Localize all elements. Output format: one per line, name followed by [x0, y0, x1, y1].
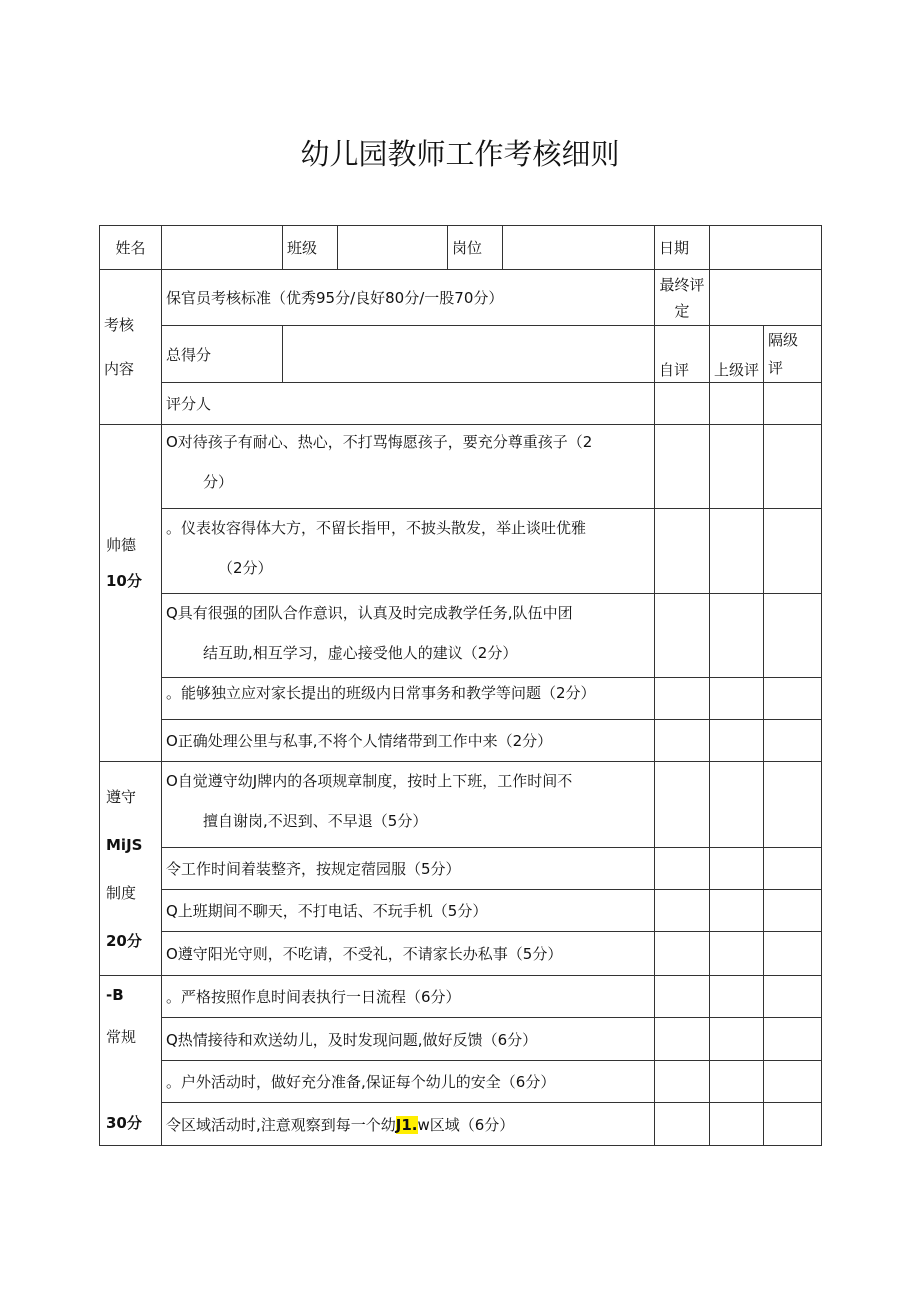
section-label-line: 制度	[106, 883, 137, 902]
item-line: Q具有很强的团队合作意识，认真及时完成教学任务,队伍中团	[166, 604, 573, 622]
header-row	[100, 226, 822, 270]
item-row	[100, 594, 822, 678]
final-label-line: 定	[674, 301, 690, 320]
superior-score-cell[interactable]	[710, 678, 764, 720]
item-text: 。能够独立应对家长提出的班级内日常事务和教学等问题（2分）	[162, 678, 655, 720]
ge-score-cell[interactable]	[764, 976, 822, 1018]
item-line: O对待孩子有耐心、热心，不打骂悔愿孩子，要充分尊重孩子（2	[166, 433, 593, 451]
superior-score-cell[interactable]	[710, 594, 764, 678]
superior-score-cell[interactable]	[710, 425, 764, 509]
item-line: （2分）	[218, 559, 273, 577]
final-label-line: 最终评	[659, 275, 705, 294]
superior-score-cell[interactable]	[710, 762, 764, 848]
ge-eval-line: 评	[768, 359, 784, 377]
item-line: 结互助,相互学习，虚心接受他人的建议（2分）	[203, 644, 518, 662]
scorer-ge-cell[interactable]	[764, 383, 822, 425]
scorer-self-cell[interactable]	[655, 383, 710, 425]
section-label-line: -B	[106, 986, 124, 1004]
ge-score-cell[interactable]	[764, 762, 822, 848]
item-row	[100, 932, 822, 976]
item-text	[162, 1103, 655, 1146]
post-value-cell[interactable]	[503, 226, 655, 270]
item-row	[100, 1103, 822, 1146]
superior-score-cell[interactable]	[710, 976, 764, 1018]
highlighted-text: J1.	[395, 1115, 418, 1134]
item-text	[162, 509, 655, 594]
assessment-table	[99, 225, 822, 1146]
post-label: 岗位	[448, 226, 503, 270]
section-label-line: 常规	[106, 1028, 137, 1046]
self-score-cell[interactable]	[655, 425, 710, 509]
self-score-cell[interactable]	[655, 762, 710, 848]
item-row	[100, 890, 822, 932]
ge-score-cell[interactable]	[764, 1061, 822, 1103]
total-score-row	[100, 326, 822, 383]
item-row	[100, 678, 822, 720]
assessment-section-label	[100, 270, 162, 425]
section-label-line: 遵守	[106, 787, 137, 806]
item-text: Q上班期间不聊天，不打电话、不玩手机（5分）	[162, 890, 655, 932]
ge-score-cell[interactable]	[764, 1018, 822, 1061]
item-text: O遵守阳光守则，不吃请，不受礼，不请家长办私事（5分）	[162, 932, 655, 976]
section-label-line: 考核	[104, 316, 135, 334]
self-score-cell[interactable]	[655, 678, 710, 720]
self-score-cell[interactable]	[655, 932, 710, 976]
item-line: 分）	[203, 473, 234, 491]
section-label-line: 20分	[106, 931, 142, 950]
section-label-line: 内容	[104, 360, 135, 378]
item-text: 。户外活动时，做好充分准备,保证每个幼儿的安全（6分）	[162, 1061, 655, 1103]
assessment-standard: 保官员考核标准（优秀95分/良好80分/一股70分）	[162, 270, 655, 326]
self-eval-header: 自评	[655, 326, 710, 383]
superior-score-cell[interactable]	[710, 1061, 764, 1103]
final-evaluation-label	[655, 270, 710, 326]
item-text: Q热情接待和欢送幼儿，及时发现问题,做好反馈（6分）	[162, 1018, 655, 1061]
item-line: 。仪表妆容得体大方，不留长指甲，不披头散发，举止谈吐优雅	[166, 519, 587, 537]
superior-score-cell[interactable]	[710, 890, 764, 932]
item-line: O自觉遵守幼J牌内的各项规章制度，按时上下班，工作时间不	[166, 772, 573, 790]
ge-score-cell[interactable]	[764, 594, 822, 678]
superior-score-cell[interactable]	[710, 848, 764, 890]
ge-score-cell[interactable]	[764, 1103, 822, 1146]
item-text	[162, 594, 655, 678]
superior-score-cell[interactable]	[710, 720, 764, 762]
total-score-cell[interactable]	[283, 326, 655, 383]
self-score-cell[interactable]	[655, 848, 710, 890]
item-line: 擅自谢岗,不迟到、不早退（5分）	[203, 812, 428, 830]
date-label: 日期	[655, 226, 710, 270]
item-text: O正确处理公里与私事,不将个人情绪带到工作中来（2分）	[162, 720, 655, 762]
item-text: 。严格按照作息时间表执行一日流程（6分）	[162, 976, 655, 1018]
item-text: 令工作时间着装整齐，按规定蓿园服（5分）	[162, 848, 655, 890]
self-score-cell[interactable]	[655, 1018, 710, 1061]
ge-score-cell[interactable]	[764, 425, 822, 509]
item-text-part: 令区域活动时,注意观察到每一个幼	[166, 1115, 396, 1134]
superior-score-cell[interactable]	[710, 509, 764, 594]
item-row	[100, 762, 822, 848]
section-label-line: 帅德	[106, 536, 137, 554]
class-label: 班级	[283, 226, 338, 270]
scorer-row	[100, 383, 822, 425]
section-label-line: MiJS	[106, 835, 143, 854]
total-score-label: 总得分	[162, 326, 283, 383]
superior-score-cell[interactable]	[710, 1103, 764, 1146]
section-label-line: 10分	[106, 572, 142, 590]
item-row	[100, 848, 822, 890]
section-label-line: 30分	[106, 1114, 142, 1132]
item-row	[100, 976, 822, 1018]
ge-eval-line: 隔级	[768, 331, 799, 349]
section-label-routine	[100, 976, 162, 1146]
self-score-cell[interactable]	[655, 1061, 710, 1103]
class-value-cell[interactable]	[338, 226, 448, 270]
self-score-cell[interactable]	[655, 594, 710, 678]
item-row	[100, 1018, 822, 1061]
item-text-part: w区域（6分）	[417, 1115, 515, 1134]
final-evaluation-cell[interactable]	[710, 270, 822, 326]
superior-score-cell[interactable]	[710, 932, 764, 976]
section-label-rules	[100, 762, 162, 976]
self-score-cell[interactable]	[655, 976, 710, 1018]
superior-eval-header: 上级评	[710, 326, 764, 383]
scorer-label: 评分人	[162, 383, 655, 425]
item-row	[100, 509, 822, 594]
ge-score-cell[interactable]	[764, 848, 822, 890]
date-value-cell[interactable]	[710, 226, 822, 270]
item-row	[100, 720, 822, 762]
document-title: 幼儿园教师工作考核细则	[300, 137, 620, 171]
self-score-cell[interactable]	[655, 720, 710, 762]
section-label-ethics	[100, 425, 162, 762]
superior-score-cell[interactable]	[710, 1018, 764, 1061]
ge-score-cell[interactable]	[764, 932, 822, 976]
item-row	[100, 425, 822, 509]
scorer-superior-cell[interactable]	[710, 383, 764, 425]
item-text	[162, 425, 655, 509]
self-score-cell[interactable]	[655, 1103, 710, 1146]
name-label: 姓名	[100, 226, 162, 270]
standard-row	[100, 270, 822, 326]
ge-score-cell[interactable]	[764, 890, 822, 932]
ge-eval-header	[764, 326, 822, 383]
ge-score-cell[interactable]	[764, 720, 822, 762]
item-text	[162, 762, 655, 848]
name-value-cell[interactable]	[162, 226, 283, 270]
ge-score-cell[interactable]	[764, 509, 822, 594]
ge-score-cell[interactable]	[764, 678, 822, 720]
self-score-cell[interactable]	[655, 890, 710, 932]
item-row	[100, 1061, 822, 1103]
self-score-cell[interactable]	[655, 509, 710, 594]
